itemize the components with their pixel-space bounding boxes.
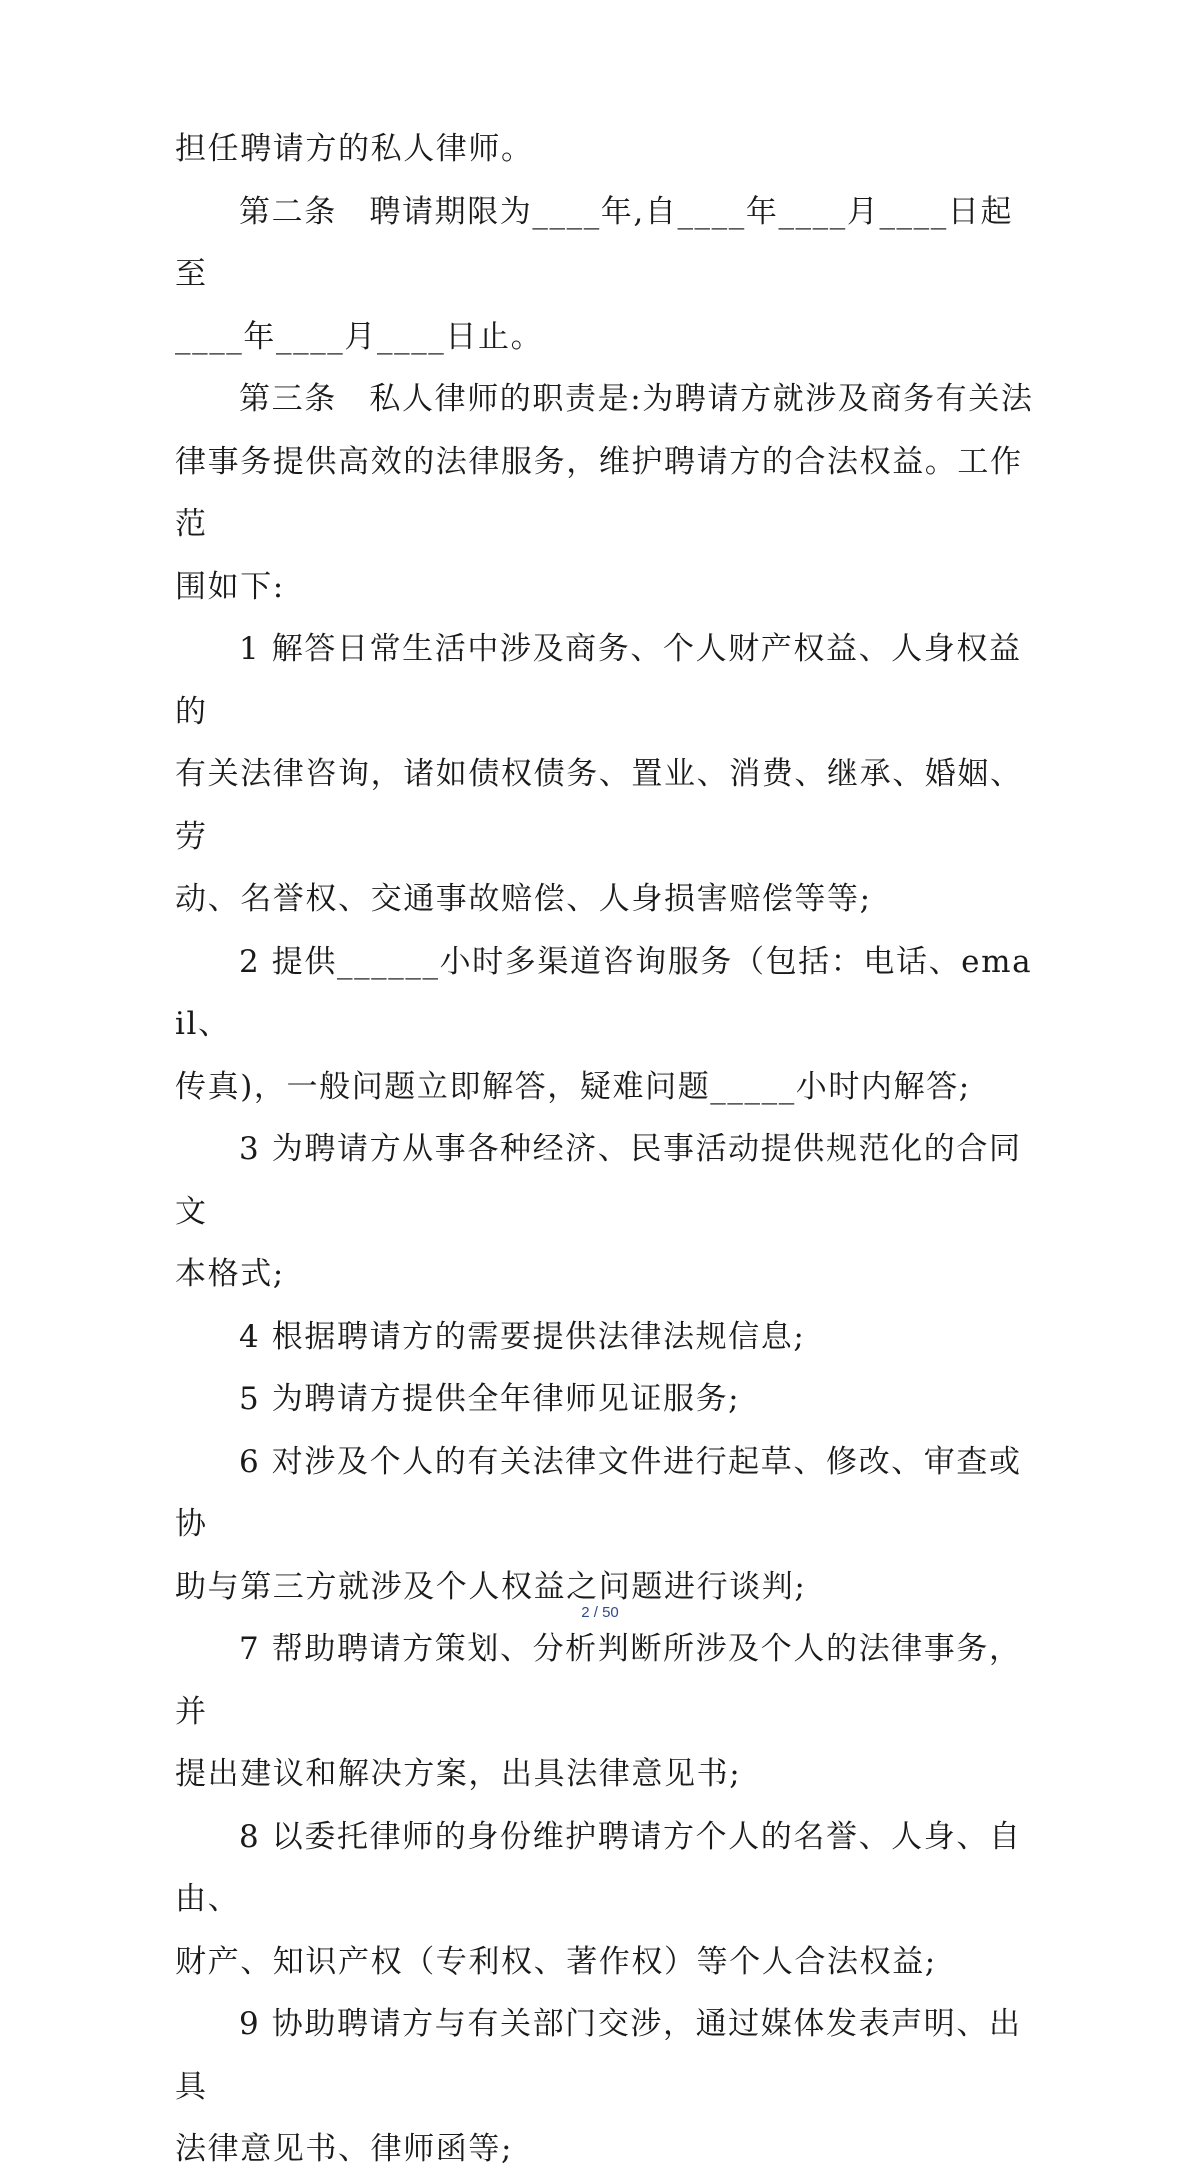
text-line: 2 提供______小时多渠道咨询服务（包括：电话、email、 [175,943,1033,1042]
text-line: 第二条 聘请期限为____年,自____年____月____日起至 [175,193,1014,292]
text-line: 第三条 私人律师的职责是:为聘请方就涉及商务有关法 [239,381,1034,417]
text-line: 法律意见书、律师函等; [175,2131,514,2167]
text-line: 6 对涉及个人的有关法律文件进行起草、修改、审查或协 [175,1443,1022,1542]
text-line: 7 帮助聘请方策划、分析判断所涉及个人的法律事务，并 [175,1631,1022,1730]
text-line: 财产、知识产权（专利权、著作权）等个人合法权益; [175,1943,937,1980]
text-line: 担任聘请方的私人律师。 [175,131,534,167]
text-line: 1 解答日常生活中涉及商务、个人财产权益、人身权益的 [175,631,1022,730]
text-line: 9 协助聘请方与有关部门交涉，通过媒体发表声明、出具 [175,2006,1022,2105]
text-line: 提出建议和解决方案，出具法律意见书; [175,1756,742,1792]
text-line: 4 根据聘请方的需要提供法律法规信息; [239,1318,806,1355]
text-line: 助与第三方就涉及个人权益之问题进行谈判; [175,1568,807,1605]
text-line: 围如下: [175,568,285,605]
text-line: 5 为聘请方提供全年律师见证服务; [239,1381,741,1417]
text-line: 传真)，一般问题立即解答，疑难问题_____小时内解答; [175,1068,971,1105]
text-line: 有关法律咨询，诸如债权债务、置业、消费、继承、婚姻、劳 [175,756,1023,855]
page-number: 2 / 50 [581,1604,619,1621]
text-line: 8 以委托律师的身份维护聘请方个人的名誉、人身、自由、 [175,1818,1022,1917]
text-line: 动、名誉权、交通事故赔偿、人身损害赔偿等等; [175,881,872,917]
text-line: 本格式; [175,1256,285,1292]
text-line: 3 为聘请方从事各种经济、民事活动提供规范化的合同文 [175,1131,1022,1230]
text-line: ____年____月____日止。 [175,318,544,355]
text-line: 律事务提供高效的法律服务，维护聘请方的合法权益。工作范 [175,443,1023,542]
document-body [175,118,1035,2181]
